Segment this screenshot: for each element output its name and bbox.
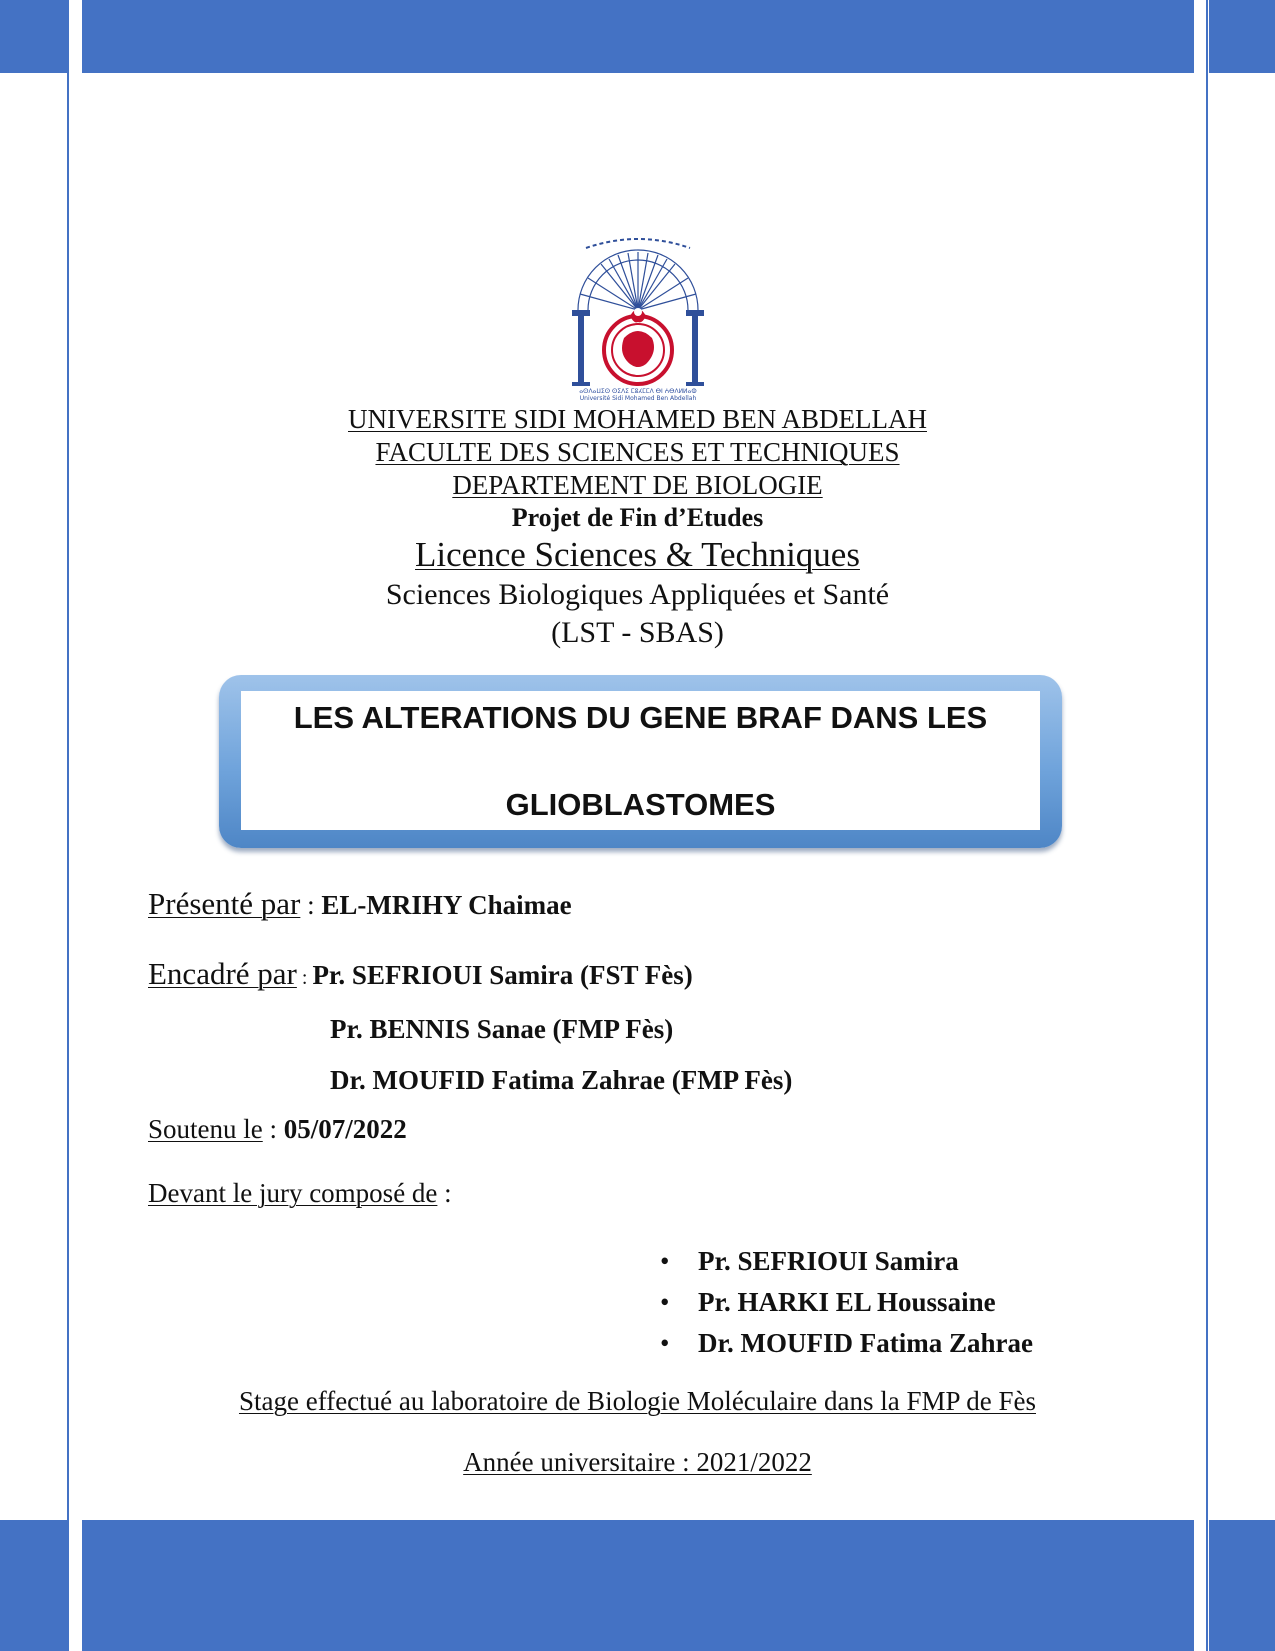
bottom-band-center <box>82 1520 1194 1651</box>
thesis-title-box <box>241 691 1040 830</box>
supervisor-3: Dr. MOUFID Fatima Zahrae (FMP Fès) <box>330 1065 793 1095</box>
thesis-title-line-2: GLIOBLASTOMES <box>505 787 776 822</box>
university-emblem-icon <box>558 232 718 404</box>
jury-row <box>148 1178 452 1209</box>
jury-member: • Pr. SEFRIOUI Samira <box>660 1241 1033 1282</box>
top-band-center <box>82 0 1194 73</box>
presented-by-label: Présenté par <box>148 886 301 921</box>
top-band-right <box>1209 0 1275 73</box>
supervisor-1: Pr. SEFRIOUI Samira (FST Fès) <box>312 960 693 990</box>
presented-by-sep: : <box>300 890 322 920</box>
project-type: Projet de Fin d’Etudes <box>511 503 764 532</box>
defended-sep: : <box>262 1114 284 1144</box>
bottom-band-left <box>0 1520 67 1651</box>
department-name: DEPARTEMENT DE BIOLOGIE <box>452 470 823 500</box>
academic-year: Année universitaire : 2021/2022 <box>463 1447 812 1477</box>
internship-text: Stage effectué au laboratoire de Biologie Moléculaire dans la FMP de Fès <box>238 1386 1036 1416</box>
student-name: EL-MRIHY Chaimae <box>321 890 572 920</box>
presented-by-row <box>148 886 572 922</box>
header-block <box>0 403 1275 652</box>
program-code: (LST - SBAS) <box>551 616 724 649</box>
thesis-title-frame <box>219 675 1062 848</box>
logo-caption-tifinagh: ⴰⵙⴷⴰⵡⵉⵙ ⵙⵉⴷⵉ ⵎⵓⵃⵎⵎⴷ ⴱⵏ ⵄⴱⴷⵍⵍⴰⵀ <box>579 388 697 395</box>
logo-caption-latin: Université Sidi Mohamed Ben Abdellah <box>579 395 697 402</box>
jury-sep: : <box>437 1178 452 1208</box>
bottom-band-right <box>1209 1520 1275 1651</box>
jury-member: • Pr. HARKI EL Houssaine <box>660 1282 1033 1323</box>
supervised-by-sep: : <box>296 967 313 989</box>
supervised-by-label: Encadré par <box>148 956 297 991</box>
internship-row <box>0 1386 1275 1417</box>
defense-date: 05/07/2022 <box>283 1114 407 1144</box>
faculty-name: FACULTE DES SCIENCES ET TECHNIQUES <box>375 437 900 467</box>
defended-label: Soutenu le <box>148 1114 263 1144</box>
university-name: UNIVERSITE SIDI MOHAMED BEN ABDELLAH <box>348 404 927 434</box>
licence-title: Licence Sciences & Techniques <box>415 535 860 574</box>
jury-list <box>660 1241 1033 1364</box>
program-name: Sciences Biologiques Appliquées et Santé <box>385 578 890 611</box>
supervised-by-row <box>148 956 693 992</box>
top-band-left <box>0 0 67 73</box>
jury-label: Devant le jury composé de <box>148 1178 438 1208</box>
defended-row <box>148 1114 407 1145</box>
academic-year-row <box>0 1447 1275 1478</box>
supervisor-row-2 <box>330 1014 673 1045</box>
supervisor-row-3 <box>330 1065 792 1096</box>
supervisor-2: Pr. BENNIS Sanae (FMP Fès) <box>330 1014 674 1044</box>
thesis-title-line-1: LES ALTERATIONS DU GENE BRAF DANS LES <box>293 700 988 735</box>
jury-member: • Dr. MOUFID Fatima Zahrae <box>660 1323 1033 1364</box>
